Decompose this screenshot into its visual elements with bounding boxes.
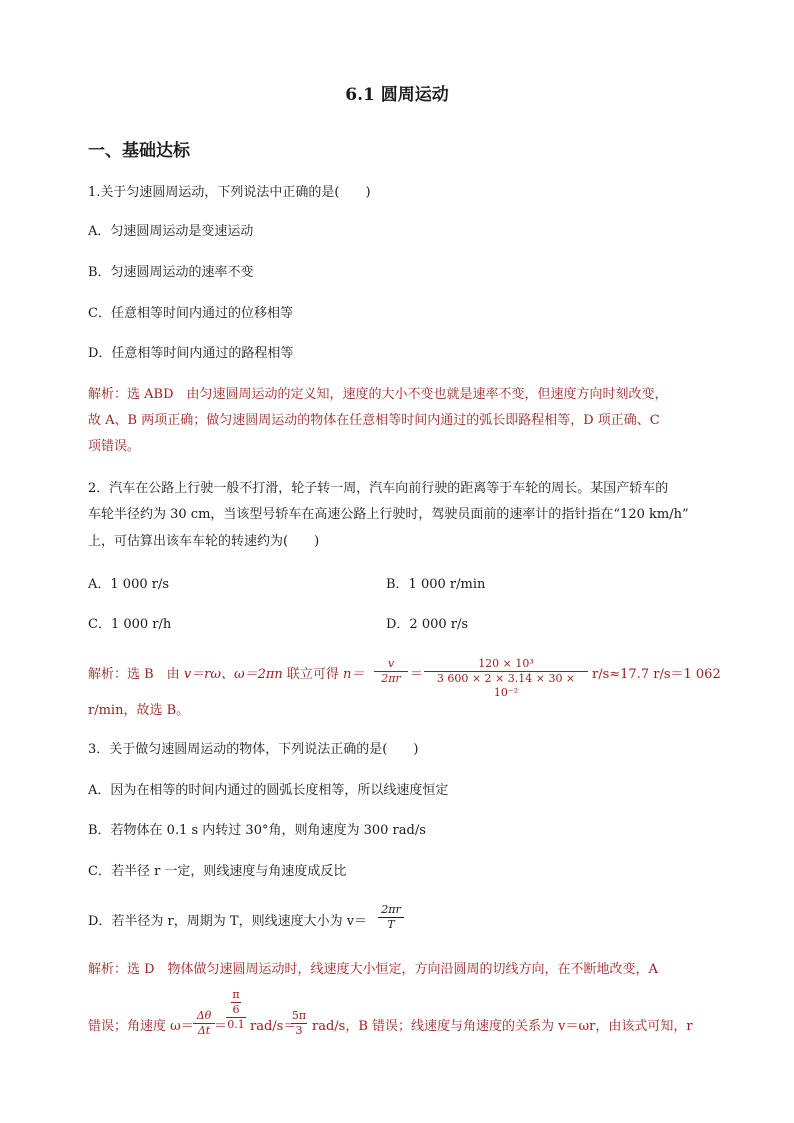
section-heading: 一、基础达标 (88, 141, 190, 161)
question-2-explanation-prefix (88, 665, 364, 685)
question-3-option-a: A．因为在相等的时间内通过的圆弧长度相等，所以线速度恒定 (88, 783, 449, 798)
question-1-stem: 1.关于匀速圆周运动，下列说法中正确的是( ) (88, 185, 371, 200)
fraction-numerator: 5π (291, 1009, 307, 1022)
question-3-option-b: B．若物体在 0.1 s 内转过 30°角，则角速度为 300 rad/s (88, 823, 426, 838)
fraction-denominator: T (387, 918, 395, 931)
question-3-option-c: C．若半径 r 一定，则线速度与角速度成反比 (88, 864, 347, 879)
fraction-denominator: 3 600 × 2 × 3.14 × 30 × 10⁻² (436, 672, 576, 699)
fraction-denominator: 3 (295, 1024, 303, 1037)
fraction-numeric (424, 657, 588, 700)
formula-relation: v＝rω、ω＝2πn (183, 667, 283, 682)
fraction-dtheta-over-dt (193, 1009, 215, 1038)
question-1-option-d: D．任意相等时间内通过的路程相等 (88, 346, 294, 361)
question-1-explanation-line-1: 解析：选 ABD 由匀速圆周运动的定义知，速度的大小不变也就是速率不变，但速度方向时刻改变， (88, 387, 668, 402)
question-2-option-d: D．2 000 r/s (386, 617, 469, 632)
question-3-stem: 3．关于做匀速圆周运动的物体，下列说法正确的是( ) (88, 742, 419, 757)
question-1-explanation-line-3: 项错误。 (88, 439, 141, 454)
question-3-explanation-line-1: 解析：选 D 物体做匀速圆周运动时，线速度大小恒定，方向沿圆周的切线方向，在不断地改变，A (88, 962, 658, 977)
page-title: 6.1 圆周运动 (345, 85, 449, 105)
question-2-stem-line-3: 上，可估算出该车车轮的转速约为( ) (88, 534, 320, 549)
fraction-5pi-over-3 (291, 1009, 307, 1038)
question-2-stem-line-2: 车轮半径约为 30 cm，当该型号轿车在高速公路上行驶时，驾驶员面前的速率计的指针指在“120 km/h” (88, 507, 689, 522)
question-2-stem-line-1: 2．汽车在公路上行驶一般不打滑，轮子转一周，汽车向前行驶的距离等于车轮的周长。某国产轿车的 (88, 481, 669, 496)
question-1-option-c: C．任意相等时间内通过的位移相等 (88, 306, 293, 321)
fraction-2pir-over-T (378, 903, 404, 932)
question-2-option-c: C．1 000 r/h (88, 617, 172, 632)
fraction-numerator: v (387, 657, 395, 670)
question-3-explanation-line-2a: 错误；角速度 ω＝ (88, 1019, 194, 1034)
fraction-denominator: 2πr (381, 672, 401, 685)
question-1-explanation-line-2: 故 A、B 两项正确；做匀速圆周运动的物体在任意相等时间内通过的弧长即路程相等，D 项正确、C (88, 413, 660, 428)
inner-numerator: π (232, 988, 240, 1001)
question-3-option-d: D．若半径为 r，周期为 T，则线速度大小为 v＝ (88, 914, 368, 929)
question-3-explanation-line-2b: rad/s，B 错误；线速度与角速度的关系为 v＝ωr，由该式可知，r (312, 1019, 693, 1034)
unit-rad-s: rad/s＝ (250, 1019, 297, 1034)
fraction-pi-6-over-0-1 (226, 988, 246, 1032)
explanation-joiner: 联立可得 (282, 667, 344, 682)
formula-n: n＝ (343, 667, 365, 682)
equals-sign: ＝ (410, 667, 424, 682)
fraction-numerator: Δθ (196, 1009, 212, 1022)
fraction-numerator: 2πr (381, 903, 401, 916)
fraction-numerator: 120 × 10³ (478, 657, 534, 670)
fraction-denominator: 0.1 (227, 1018, 245, 1031)
question-2-option-a: A．1 000 r/s (88, 577, 170, 592)
explanation-lead: 解析：选 B 由 (88, 667, 184, 682)
inner-denominator: 6 (232, 1003, 240, 1016)
question-2-explanation-line-2: r/min，故选 B。 (88, 703, 190, 718)
fraction-denominator: Δt (197, 1024, 211, 1037)
question-2-explanation-result: r/s≈17.7 r/s＝1 062 (592, 667, 721, 682)
fraction-v-over-2pir (374, 657, 408, 686)
question-2-option-b: B．1 000 r/min (386, 577, 486, 592)
equals-sign: ＝ (214, 1019, 228, 1034)
question-1-option-b: B．匀速圆周运动的速率不变 (88, 265, 254, 280)
question-1-option-a: A．匀速圆周运动是变速运动 (88, 224, 254, 239)
